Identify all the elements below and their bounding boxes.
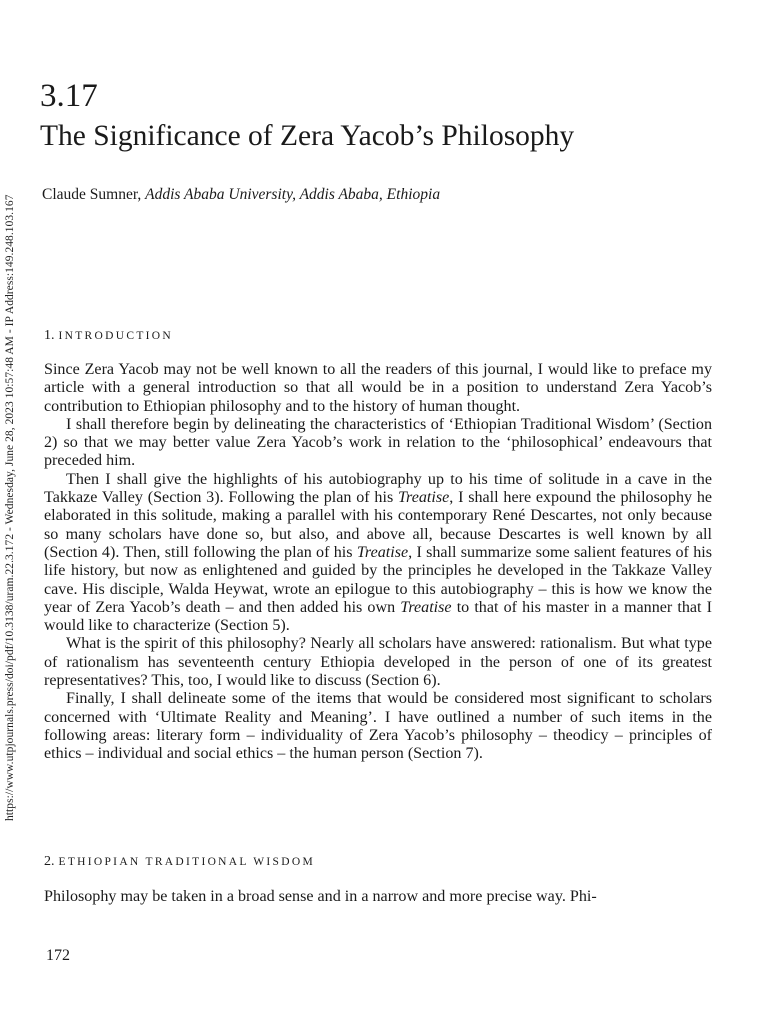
section-number: 1. xyxy=(44,328,55,343)
text-run: Then I shall give the highlights of his autobiography up to his time of solitude in a cave in the Takkaze Valley (Section 3). Following the plan of his xyxy=(44,470,712,507)
treatise-title: Treatise xyxy=(400,598,452,616)
page-number: 172 xyxy=(46,947,70,964)
paragraph: I shall therefore begin by delineating the characteristics of ‘Ethiopian Traditional Wisdom’ (Section 2) so that we may better value Zera Yacob’s work in relation to the ‘philosophical’ endeavours that preceded him. xyxy=(44,415,712,470)
treatise-title: Treatise xyxy=(356,543,409,561)
download-stamp: https://www.utpjournals.press/doi/pdf/10.3138/uram.22.3.172 - Wednesday, June 28, 2023 10:57:48 AM - IP Address:149.248.103.167 xyxy=(4,194,16,821)
section-heading-ethiopian-wisdom xyxy=(44,853,315,871)
author-affiliation: Addis Ababa University, Addis Ababa, Ethiopia xyxy=(145,186,441,203)
paragraph: Since Zera Yacob may not be well known to all the readers of this journal, I would like to preface my article with a general introduction so that all would be in a position to understand Zera Yacob’s contribution to Ethiopian philosophy and to the history of human thought. xyxy=(44,361,712,415)
chapter-number: 3.17 xyxy=(40,78,98,114)
section-title: INTRODUCTION xyxy=(58,330,173,342)
section-heading-introduction xyxy=(44,327,173,345)
paragraph: Finally, I shall delineate some of the items that would be considered most significant to scholars concerned with ‘Ultimate Reality and Meaning’. I have outlined a number of such items in the following areas: literary form – individuality of Zera Yacob’s philosophy – theodicy – principles of ethics – individual and social ethics – the human person (Section 7). xyxy=(44,690,712,763)
text-run: , I shall here expound the philosophy he elaborated in this solitude, making a parallel with his contemporary René Descartes, not only because so many scholars have done so, but also, and above all, because Descartes is well known by all (Section 4). Then, still following the plan of his xyxy=(44,489,713,561)
paragraph: Philosophy may be taken in a broad sense and in a narrow and more precise way. Phi- xyxy=(44,888,597,905)
author-name: Claude Sumner, xyxy=(42,186,142,203)
author-line xyxy=(42,185,440,205)
treatise-title: Treatise xyxy=(398,489,450,507)
chapter-title: The Significance of Zera Yacob’s Philosophy xyxy=(40,120,575,152)
introduction-body xyxy=(44,361,712,764)
section2-body xyxy=(44,888,712,906)
section-number: 2. xyxy=(44,854,55,869)
paragraph: What is the spirit of this philosophy? Nearly all scholars have answered: rationalism. But what type of rationalism has seventeenth century Ethiopia developed in the person of one of its greatest representatives? This, too, I would like to discuss (Section 6). xyxy=(44,635,712,690)
text-run: , I shall summarize some salient features of his life history, but now as enlightened and guided by the principles he developed in the Takkaze Valley cave. His disciple, Walda Heywat, wrote an epilogue to this autobiography – this is how we know the year of Zera Yacob’s death – and then added his own xyxy=(44,543,712,616)
section-title: ETHIOPIAN TRADITIONAL WISDOM xyxy=(58,856,315,868)
text-run: to that of his master in a manner that I would like to characterize (Section 5). xyxy=(44,598,712,635)
paragraph xyxy=(44,471,712,636)
